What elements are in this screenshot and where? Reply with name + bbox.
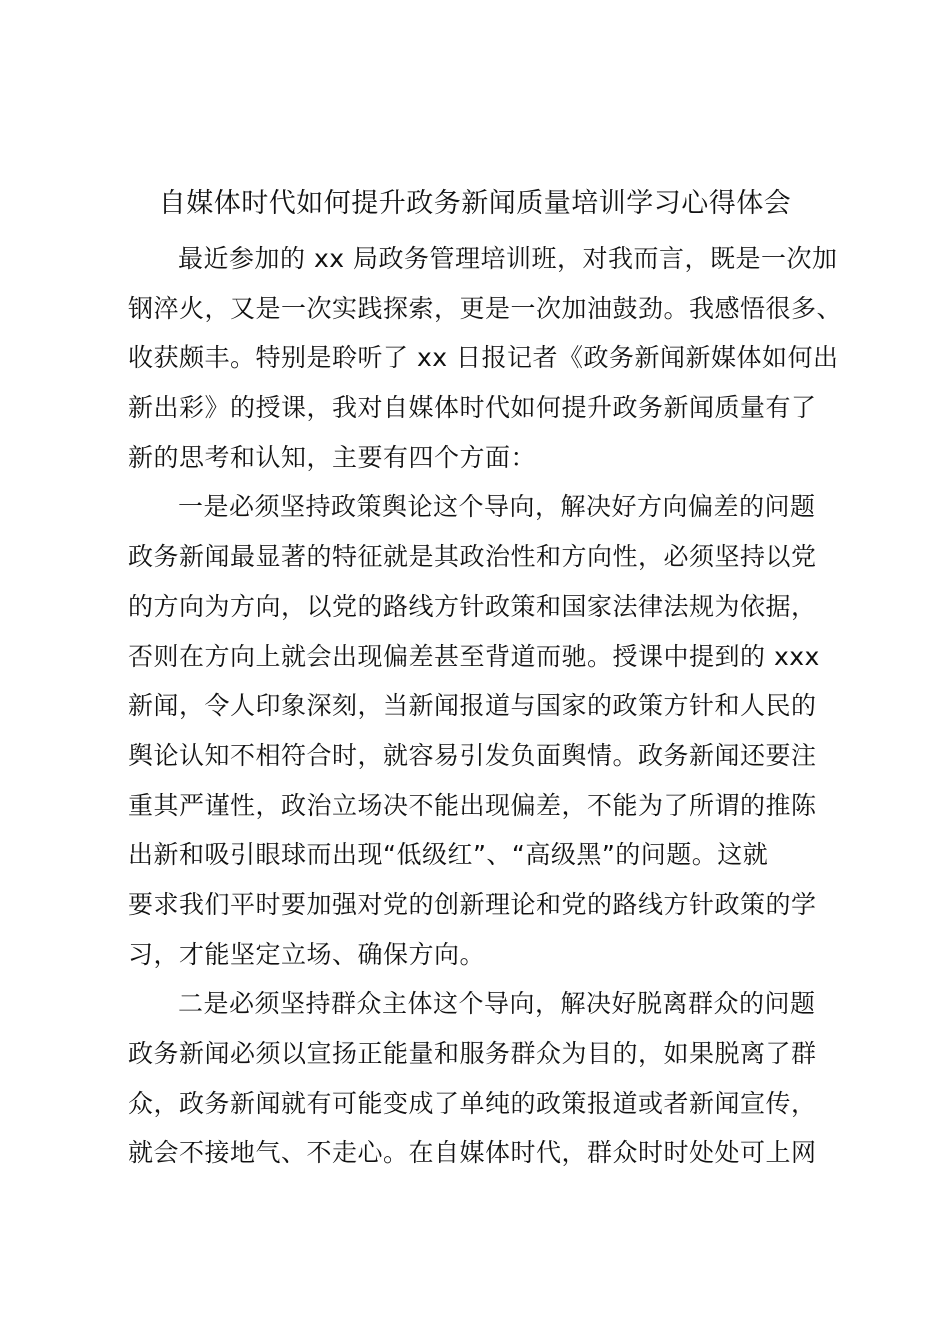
document-title: 自媒体时代如何提升政务新闻质量培训学习心得体会 — [158, 188, 792, 219]
paragraph-2-line-9: 习，才能坚定立场、确保方向。 — [128, 939, 486, 969]
section-heading-1: 一是必须坚持政策舆论这个导向，解决好方向偏差的问题 — [178, 492, 816, 522]
paragraph-2-line-2: 的方向为方向，以党的路线方针政策和国家法律法规为依据， — [128, 591, 817, 621]
paragraph-2-line-4: 新闻，令人印象深刻，当新闻报道与国家的政策方针和人民的 — [128, 691, 817, 721]
paragraph-2-line-8: 要求我们平时要加强对党的创新理论和党的路线方针政策的学 — [128, 889, 817, 919]
paragraph-1-line-1: 最近参加的 xx 局政务管理培训班，对我而言，既是一次加 — [178, 244, 838, 273]
paragraph-2-line-5: 舆论认知不相符合时，就容易引发负面舆情。政务新闻还要注 — [128, 740, 817, 770]
paragraph-2-line-3: 否则在方向上就会出现偏差甚至背道而驰。授课中提到的 xxx — [128, 641, 820, 671]
paragraph-1-line-4: 新出彩》的授课，我对自媒体时代如何提升政务新闻质量有了 — [128, 393, 817, 423]
section-heading-2: 二是必须坚持群众主体这个导向，解决好脱离群众的问题 — [178, 989, 816, 1019]
paragraph-2-line-6: 重其严谨性，政治立场决不能出现偏差，不能为了所谓的推陈 — [128, 790, 817, 820]
paragraph-3-line-1: 政务新闻必须以宣扬正能量和服务群众为目的，如果脱离了群 — [128, 1039, 817, 1068]
paragraph-1-line-2: 钢淬火，又是一次实践探索，更是一次加油鼓劲。我感悟很多、 — [128, 293, 843, 323]
paragraph-3-line-3: 就会不接地气、不走心。在自媒体时代，群众时时处处可上网 — [128, 1138, 817, 1168]
paragraph-1-line-5: 新的思考和认知，主要有四个方面： — [128, 442, 537, 472]
paragraph-3-line-2: 众，政务新闻就有可能变成了单纯的政策报道或者新闻宣传， — [128, 1088, 817, 1118]
document-body — [128, 234, 843, 1178]
paragraph-1-line-3: 收获颇丰。特别是聆听了 xx 日报记者《政务新闻新媒体如何出 — [128, 343, 839, 373]
paragraph-2-line-1: 政务新闻最显著的特征就是其政治性和方向性，必须坚持以党 — [128, 542, 817, 572]
paragraph-2-line-7: 出新和吸引眼球而出现“低级红”、“高级黑”的问题。这就 — [128, 840, 769, 870]
